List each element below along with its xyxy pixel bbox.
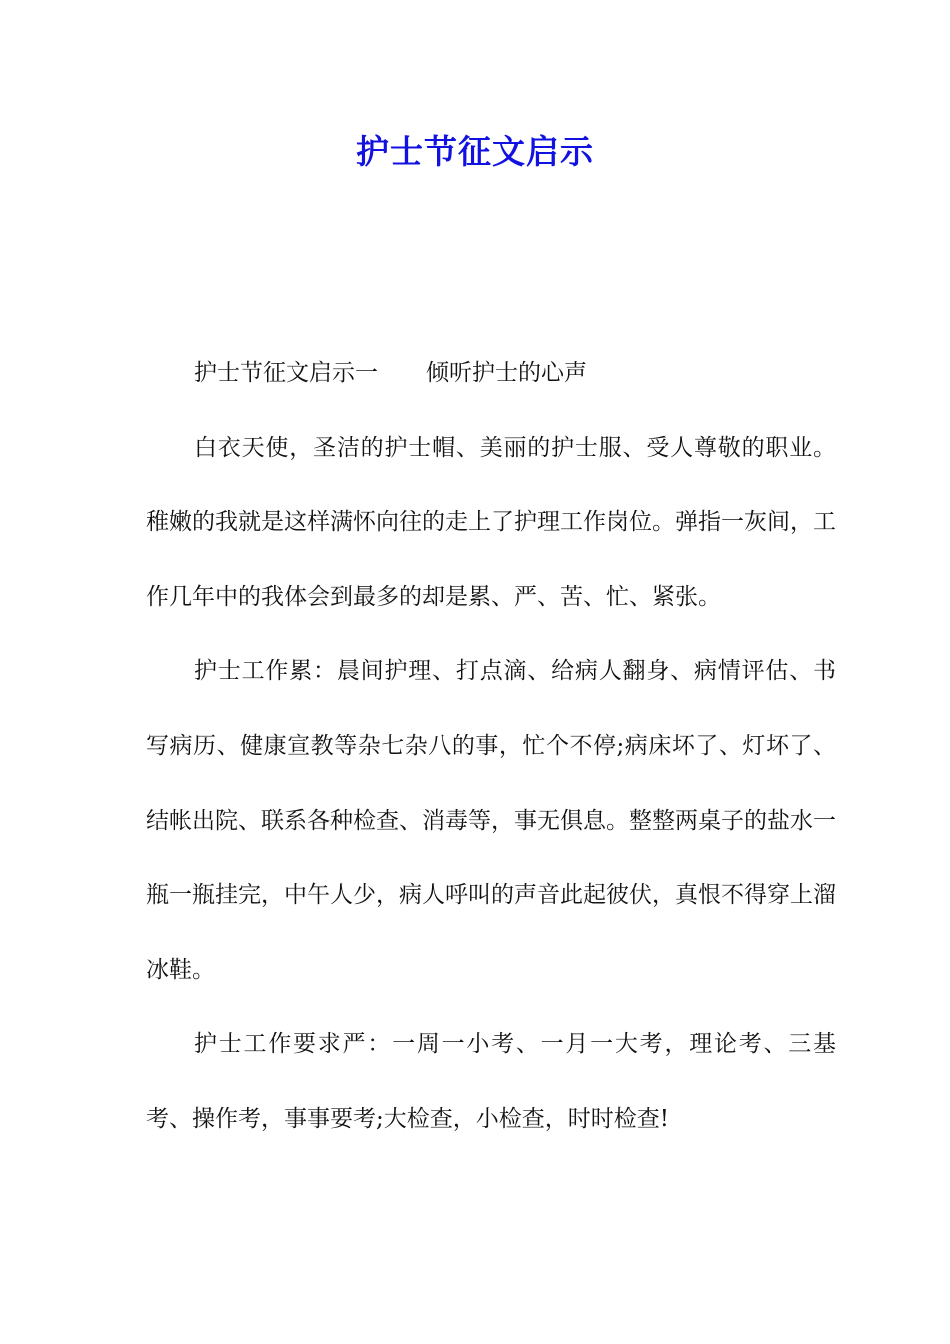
paragraph-intro: 白衣天使，圣洁的护士帽、美丽的护士服、受人尊敬的职业。稚嫩的我就是这样满怀向往的走上了护理工作岗位。弹指一灰间，工作几年中的我体会到最多的却是累、严、苦、忙、紧张。 (146, 434, 836, 610)
document-body (146, 336, 836, 1157)
paragraph-strictness: 护士工作要求严：一周一小考、一月一大考，理论考、三基考、操作考，事事要考;大检查，小检查，时时检查! (146, 1031, 836, 1132)
section-heading-label: 护士节征文启示一 (194, 360, 378, 386)
page-title: 护士节征文启示 (356, 132, 594, 171)
section-heading-subtitle: 倾听护士的心声 (426, 360, 587, 386)
paragraph-workload: 护士工作累：晨间护理、打点滴、给病人翻身、病情评估、书写病历、健康宣教等杂七杂八的事，忙个不停;病床坏了、灯坏了、结帐出院、联系各种检查、消毒等，事无俱息。整整两桌子的盐水一瓶一瓶挂完，中午人少，病人呼叫的声音此起彼伏，真恨不得穿上溜冰鞋。 (146, 658, 836, 983)
section-heading (146, 336, 836, 411)
